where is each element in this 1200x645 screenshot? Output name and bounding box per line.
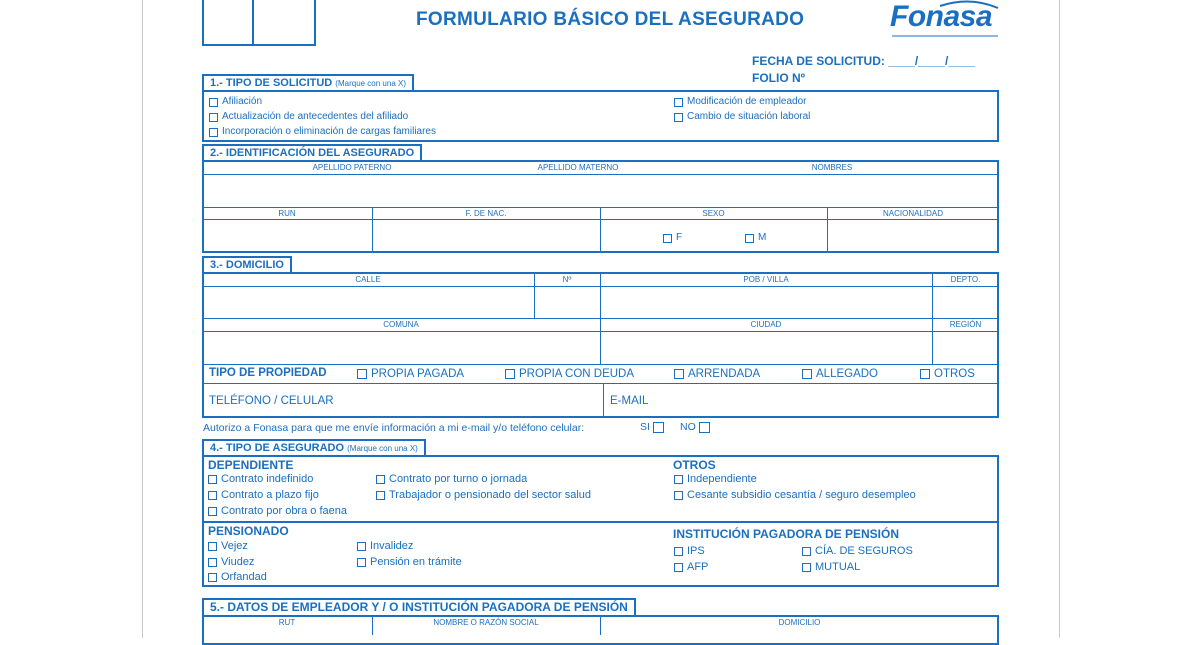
- section-4-hint: (Marque con una X): [347, 444, 418, 453]
- label-run: RUN: [278, 209, 296, 218]
- section-5-header: [202, 598, 636, 617]
- pensionado-label: PENSIONADO: [208, 524, 289, 538]
- checkbox[interactable]: [209, 113, 218, 122]
- label-fecha-nac: F. DE NAC.: [465, 209, 507, 218]
- input-telefono[interactable]: [330, 385, 600, 415]
- label-apellido-materno: APELLIDO MATERNO: [537, 163, 619, 172]
- checkbox[interactable]: [208, 491, 217, 500]
- label-region: REGIÓN: [949, 320, 982, 329]
- checkbox[interactable]: [357, 542, 366, 551]
- opt-contrato-obra-faena[interactable]: Contrato por obra o faena: [208, 505, 347, 517]
- checkbox[interactable]: [674, 98, 683, 107]
- input-ciudad[interactable]: [601, 332, 931, 363]
- institucion-pagadora-label: INSTITUCIÓN PAGADORA DE PENSIÓN: [673, 527, 900, 541]
- input-nombre-completo[interactable]: [203, 175, 998, 206]
- fonasa-logo: Fonasa: [890, 0, 993, 33]
- opt-cambio-situacion[interactable]: Cambio de situación laboral: [674, 111, 810, 123]
- section-2-header: [202, 144, 422, 162]
- label-rut-empleador: RUT: [278, 618, 296, 627]
- divider: [202, 318, 999, 319]
- section-1-title: 1.- TIPO DE SOLICITUD: [210, 77, 333, 89]
- opt-autorizo-si[interactable]: SI: [640, 421, 668, 433]
- checkbox[interactable]: [209, 128, 218, 137]
- label-domicilio-empleador: DOMICILIO: [778, 618, 821, 627]
- opt-mutual[interactable]: MUTUAL: [802, 561, 860, 573]
- divider: [202, 383, 999, 384]
- label-pob-villa: POB / VILLA: [743, 275, 789, 284]
- opt-ips[interactable]: IPS: [674, 545, 705, 557]
- checkbox[interactable]: [653, 422, 664, 433]
- label-nombres: NOMBRES: [811, 163, 853, 172]
- checkbox[interactable]: [674, 369, 684, 379]
- opt-arrendada[interactable]: ARRENDADA: [674, 367, 760, 381]
- input-region[interactable]: [933, 332, 998, 363]
- dependiente-label: DEPENDIENTE: [208, 458, 294, 472]
- checkbox[interactable]: [208, 573, 217, 582]
- label-comuna: COMUNA: [383, 320, 419, 329]
- input-numero[interactable]: [535, 287, 599, 317]
- input-depto[interactable]: [933, 287, 998, 317]
- opt-cia-seguros[interactable]: CÍA. DE SEGUROS: [802, 545, 913, 557]
- checkbox[interactable]: [357, 558, 366, 567]
- label-ciudad: CIUDAD: [750, 320, 782, 329]
- opt-actualizacion[interactable]: Actualización de antecedentes del afiliado: [209, 111, 408, 123]
- opt-trabajador-salud[interactable]: Trabajador o pensionado del sector salud: [376, 489, 591, 501]
- opt-incorporacion[interactable]: Incorporación o eliminación de cargas familiares: [209, 126, 436, 138]
- checkbox[interactable]: [802, 369, 812, 379]
- checkbox[interactable]: [357, 369, 367, 379]
- checkbox[interactable]: [674, 491, 683, 500]
- section-3-title: 3.- DOMICILIO: [210, 259, 284, 271]
- opt-propia-pagada[interactable]: PROPIA PAGADA: [357, 367, 464, 381]
- section-5-title: 5.- DATOS DE EMPLEADOR Y / O INSTITUCIÓN PAGADORA DE PENSIÓN: [210, 600, 628, 614]
- label-sexo: SEXO: [702, 209, 725, 218]
- checkbox[interactable]: [802, 563, 811, 572]
- tipo-propiedad-label: TIPO DE PROPIEDAD: [209, 367, 327, 379]
- label-email: E-MAIL: [610, 395, 649, 407]
- input-email[interactable]: [660, 385, 996, 415]
- checkbox[interactable]: [745, 234, 754, 243]
- section-4-header: [202, 439, 426, 457]
- folio-label: FOLIO Nº: [752, 71, 806, 85]
- divider: [202, 521, 999, 523]
- checkbox[interactable]: [208, 507, 217, 516]
- label-numero: Nº: [562, 275, 572, 284]
- checkbox[interactable]: [208, 542, 217, 551]
- opt-afiliacion[interactable]: Afiliación: [209, 96, 262, 108]
- opt-sexo-f[interactable]: F: [663, 232, 682, 244]
- section-4-title: 4.- TIPO DE ASEGURADO: [210, 442, 345, 454]
- checkbox[interactable]: [208, 475, 217, 484]
- checkbox[interactable]: [674, 113, 683, 122]
- checkbox[interactable]: [376, 475, 385, 484]
- opt-modificacion-empleador[interactable]: Modificación de empleador: [674, 96, 807, 108]
- opt-otros-propiedad[interactable]: OTROS: [920, 367, 975, 381]
- opt-pension-tramite[interactable]: Pensión en trámite: [357, 556, 462, 568]
- logo-underline: [892, 35, 998, 37]
- opt-viudez[interactable]: Viudez: [208, 556, 254, 568]
- opt-contrato-turno[interactable]: Contrato por turno o jornada: [376, 473, 527, 485]
- form-title: FORMULARIO BÁSICO DEL ASEGURADO: [416, 9, 805, 30]
- checkbox[interactable]: [802, 547, 811, 556]
- checkbox[interactable]: [674, 563, 683, 572]
- section-2-title: 2.- IDENTIFICACIÓN DEL ASEGURADO: [210, 147, 415, 159]
- opt-invalidez[interactable]: Invalidez: [357, 540, 413, 552]
- checkbox[interactable]: [208, 558, 217, 567]
- opt-orfandad[interactable]: Orfandad: [208, 571, 267, 583]
- opt-sexo-m[interactable]: M: [745, 232, 766, 244]
- input-nacionalidad[interactable]: [828, 220, 998, 252]
- opt-vejez[interactable]: Vejez: [208, 540, 248, 552]
- label-razon-social: NOMBRE O RAZÓN SOCIAL: [433, 618, 539, 627]
- label-apellido-paterno: APELLIDO PATERNO: [312, 163, 392, 172]
- opt-afp[interactable]: AFP: [674, 561, 708, 573]
- checkbox[interactable]: [663, 234, 672, 243]
- section-1-header: [202, 74, 414, 92]
- input-pob-villa[interactable]: [601, 287, 931, 317]
- fecha-solicitud-label: FECHA DE SOLICITUD: ____/____/____: [752, 54, 975, 68]
- opt-contrato-indefinido[interactable]: Contrato indefinido: [208, 473, 313, 485]
- label-nacionalidad: NACIONALIDAD: [882, 209, 943, 218]
- otros-label: OTROS: [673, 458, 716, 472]
- opt-cesante[interactable]: Cesante subsidio cesantía / seguro desempleo: [674, 489, 916, 501]
- checkbox[interactable]: [920, 369, 930, 379]
- divider: [202, 364, 999, 365]
- checkbox[interactable]: [209, 98, 218, 107]
- opt-independiente[interactable]: Independiente: [674, 473, 757, 485]
- checkbox[interactable]: [674, 547, 683, 556]
- input-fecha-nac[interactable]: [373, 220, 599, 252]
- autorizo-text: Autorizo a Fonasa para que me envíe información a mi e-mail y/o teléfono celular:: [203, 422, 585, 434]
- opt-contrato-plazo-fijo[interactable]: Contrato a plazo fijo: [208, 489, 319, 501]
- section-3-header: [202, 256, 292, 274]
- stamp-box-left: [202, 0, 254, 46]
- divider: [603, 383, 604, 418]
- opt-allegado[interactable]: ALLEGADO: [802, 367, 878, 381]
- input-comuna[interactable]: [203, 332, 599, 363]
- label-calle: CALLE: [355, 275, 381, 284]
- input-run[interactable]: [203, 220, 371, 252]
- checkbox[interactable]: [699, 422, 710, 433]
- opt-autorizo-no[interactable]: NO: [680, 421, 714, 433]
- input-calle[interactable]: [203, 287, 533, 317]
- stamp-box-right: [252, 0, 316, 46]
- label-telefono: TELÉFONO / CELULAR: [209, 395, 334, 407]
- section-1-hint: (Marque con una X): [335, 79, 406, 88]
- checkbox[interactable]: [505, 369, 515, 379]
- label-depto: DEPTO.: [950, 275, 981, 284]
- checkbox[interactable]: [376, 491, 385, 500]
- opt-propia-con-deuda[interactable]: PROPIA CON DEUDA: [505, 367, 634, 381]
- checkbox[interactable]: [674, 475, 683, 484]
